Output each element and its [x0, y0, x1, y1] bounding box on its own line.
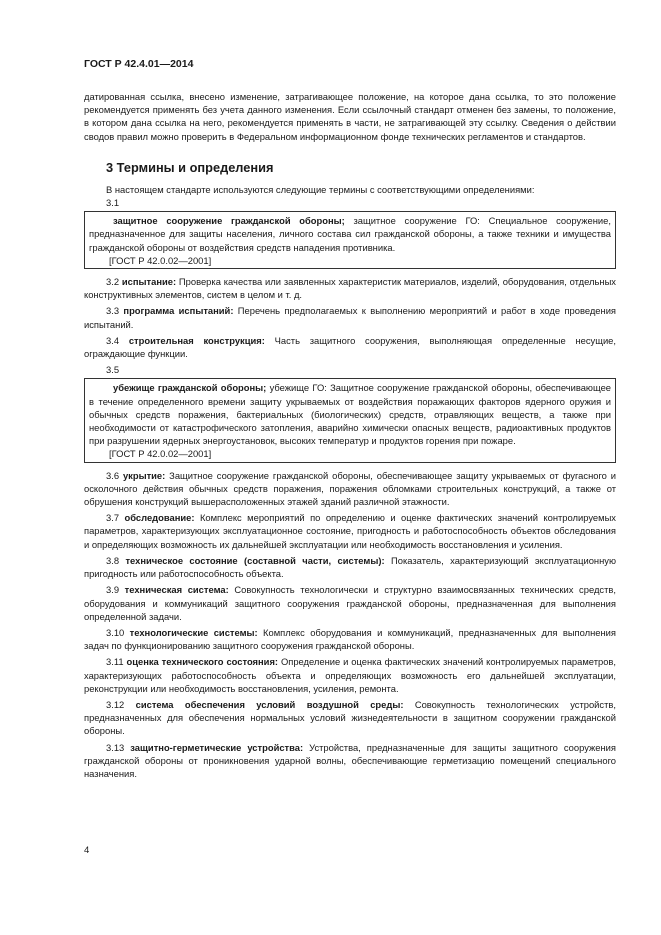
- term-entry: [89, 381, 611, 447]
- term-reference: [ГОСТ Р 42.0.02—2001]: [109, 254, 212, 266]
- term-definition: Комплекс оборудования и коммуникаций, предназначенных для выполнения задач по функционированию защитного сооружения гражданской обороны.: [84, 626, 616, 652]
- term-definition: Определение и оценка фактических значений контролируемых параметров, характеризующих работоспособность объекта и определяющих возможность его дальнейшей эксплуатации, реконструкции или необходимость восстановления, усиления, ремонта.: [84, 656, 617, 694]
- term-name: техническое состояние (составной части, системы):: [125, 554, 385, 566]
- term-entry: [84, 554, 616, 580]
- term-definition: Показатель, характеризующий эксплуатационную пригодность или работоспособность объекта.: [84, 554, 617, 580]
- term-entry: [84, 741, 616, 781]
- term-definition: Защитное сооружение гражданской обороны, обеспечивающее защиту укрываемых от фугасного и осколочного действия обычных средств поражения, поражения обломками строительных конструкций, а также от обрушения конструкций вышерасположенных этажей зданий различной этажности.: [84, 469, 617, 508]
- term-number: 3.7: [106, 512, 120, 524]
- term-name: программа испытаний:: [123, 305, 234, 317]
- term-name: система обеспечения условий воздушной среды:: [135, 698, 404, 710]
- term-definition: Часть защитного сооружения, выполняющая определенные несущие, ограждающие функции.: [84, 334, 616, 360]
- term-number: 3.3: [106, 305, 120, 317]
- term-name: испытание:: [121, 276, 177, 288]
- term-name: защитное сооружение гражданской обороны;: [113, 215, 345, 227]
- running-header: ГОСТ Р 42.4.01—2014: [84, 58, 194, 70]
- term-number: 3.9: [106, 584, 120, 596]
- term-number: 3.5: [106, 364, 120, 376]
- term-number: 3.11: [106, 656, 124, 668]
- term-name: техническая система:: [124, 584, 229, 596]
- term-name: убежище гражданской обороны;: [113, 382, 267, 394]
- term-definition: защитное сооружение ГО: Специальное сооружение, предназначенное для защиты населения, личного состава сил гражданской обороны, а также техники и имущества гражданской обороны от воздействия средств нападения противника.: [89, 215, 611, 253]
- term-number: 3.1: [106, 197, 120, 209]
- term-entry: [84, 583, 616, 623]
- term-definition: Устройства, предназначенные для защиты защитного сооружения гражданской обороны от проникновения ударной волны, обеспечивающие герметизацию помещений специального назначения.: [84, 741, 616, 779]
- term-number: 3.8: [106, 554, 120, 566]
- term-entry: [84, 334, 616, 360]
- term-name: строительная конструкция:: [128, 334, 265, 346]
- term-definition: Совокупность технологически и структурно взаимосвязанных технических средств, оборудования и коммуникаций защитного сооружения гражданской обороны, предназначенная для выполнения определенной задачи.: [84, 584, 616, 622]
- term-name: защитно-герметические устройства:: [130, 741, 304, 753]
- term-definition: Перечень предполагаемых к выполнению мероприятий и работ в ходе проведения испытаний.: [84, 305, 617, 330]
- term-entry: [84, 511, 616, 551]
- term-definition: Совокупность технологических устройств, предназначенных для обеспечения нормальных условий жизнедеятельности в защитном сооружении гражданской обороны.: [84, 698, 616, 737]
- lead-paragraph: В настоящем стандарте используются следующие термины с соответствующими определениями:: [106, 183, 535, 195]
- term-definition: Комплекс мероприятий по определению и оценке фактических значений контролируемых параметров, характеризующих эксплуатационное состояние, пригодность и работоспособность объектов обследования и определяющих возможность их дальнейшей эксплуатации или необходимость восстановления и усиления.: [84, 512, 616, 550]
- term-entry: [84, 698, 616, 738]
- term-entry: [84, 275, 616, 301]
- term-number: 3.12: [106, 698, 125, 710]
- term-entry: [84, 469, 616, 509]
- page-number: 4: [84, 845, 90, 856]
- term-name: обследование:: [124, 512, 195, 524]
- intro-paragraph: датированная ссылка, внесено изменение, затрагивающее положение, на которое дана ссылка, то это положение рекомендуется применять без учета данного изменения. Если ссылочный стандарт отменен без замены, то положение, в котором дана ссылка на него, рекомендуется применять в части, не затрагивающей эту ссылку. Сведения о действии сводов правил можно проверить в Федеральном информационном фонде технических регламентов и стандартов.: [84, 91, 616, 142]
- term-box-3-5: [84, 378, 616, 462]
- term-number: 3.4: [106, 334, 120, 346]
- term-name: укрытие:: [122, 469, 166, 481]
- term-entry: [89, 214, 611, 254]
- term-reference: [ГОСТ Р 42.0.02—2001]: [109, 448, 212, 460]
- term-number: 3.10: [106, 626, 125, 638]
- term-number: 3.2: [106, 276, 120, 288]
- term-definition: убежище ГО: Защитное сооружение гражданской обороны, обеспечивающее в течение определенного времени защиту укрываемых от воздействия поражающих факторов ядерного оружия и обычных средств поражения, бактериальных (биологических) средств, отравляющих веществ, а также при необходимости от катастрофического затопления, аварийно химически опасных веществ, радиоактивных продуктов при разрушении ядерных энергоустановок, высоких температур и продуктов горения при пожаре.: [89, 382, 611, 447]
- term-name: технологические системы:: [129, 626, 258, 638]
- term-definition: Проверка качества или заявленных характеристик материалов, изделий, оборудования, отдельных конструктивных элементов, систем в целом и т. д.: [84, 276, 616, 301]
- term-box-3-1: [84, 211, 616, 269]
- term-entry: [84, 626, 616, 652]
- term-name: оценка технического состояния:: [126, 656, 279, 668]
- document-page: [84, 58, 616, 780]
- section-title: 3 Термины и определения: [106, 159, 274, 175]
- term-entry: [84, 304, 616, 330]
- term-number: 3.13: [106, 741, 125, 753]
- term-number: 3.6: [106, 469, 120, 481]
- term-entry: [84, 655, 616, 695]
